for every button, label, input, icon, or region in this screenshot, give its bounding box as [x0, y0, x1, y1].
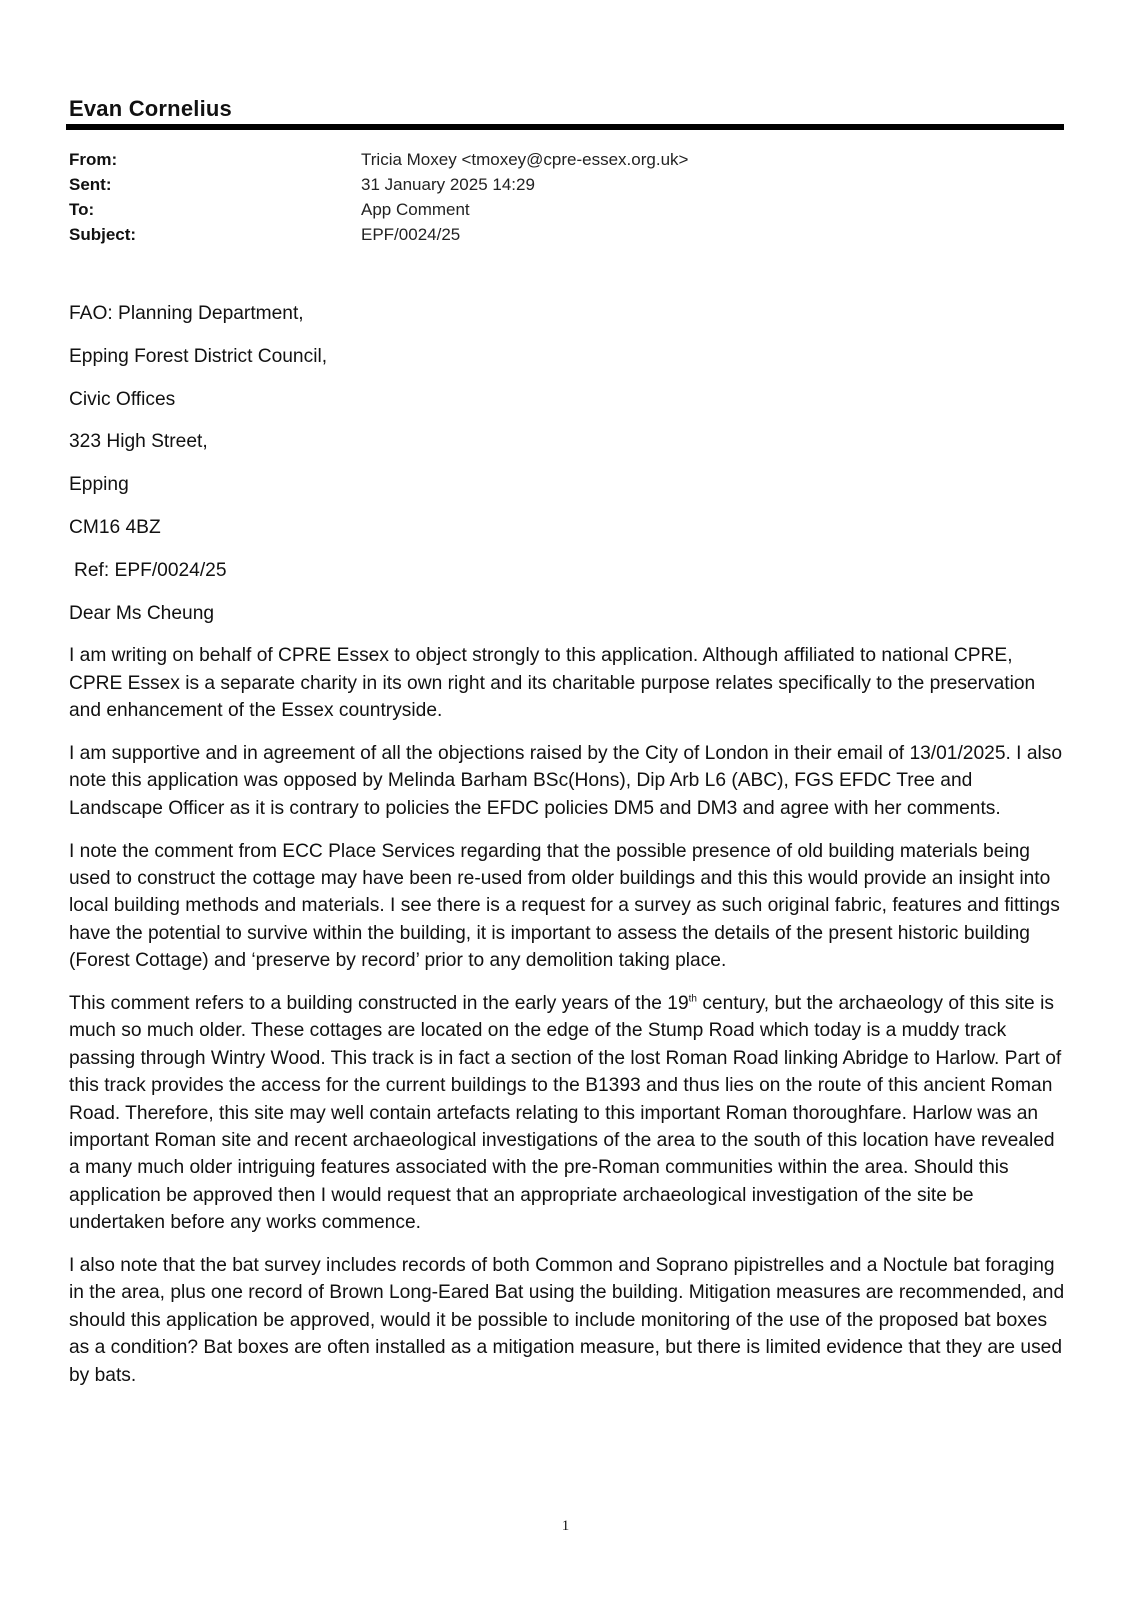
address-line-offices: Civic Offices — [69, 388, 176, 410]
paragraph-bat-survey: I also note that the bat survey includes records of both Common and Soprano pipistrelles and a Noctule bat foraging in the area, plus one record of Brown Long-Eared Bat using the building. Mitigation measures are recommended, and should this application be approved, would it be possible to include monitoring of the use of the proposed bat boxes as a condition? Bat boxes are often installed as a mitigation measure, but there is limited evidence that they are used by bats. — [69, 1255, 1065, 1386]
to-label: To: — [69, 200, 95, 219]
address-line-postcode: CM16 4BZ — [69, 516, 161, 538]
header-row-sent — [69, 175, 688, 200]
address-line-council: Epping Forest District Council, — [69, 345, 328, 367]
sender-name: Evan Cornelius — [69, 96, 232, 121]
paragraph-archaeology — [69, 990, 1069, 1237]
from-value: Tricia Moxey <tmoxey@cpre-essex.org.uk> — [361, 150, 689, 169]
ordinal-suffix: th — [688, 993, 697, 1005]
page-number: 1 — [561, 1518, 570, 1534]
archaeology-text-start: This comment refers to a building constructed in the early years of the 19 — [69, 993, 689, 1015]
header-divider — [66, 124, 1064, 130]
reference-line: Ref: EPF/0024/25 — [74, 559, 227, 581]
subject-label: Subject: — [69, 225, 137, 244]
paragraph-objection: I am writing on behalf of CPRE Essex to object strongly to this application. Although affiliated to national CPRE, CPRE Essex is a separate charity in its own right and its charitable purpose relates specifically to the preservation and enhancement of the Essex countryside. — [69, 645, 1036, 722]
address-line-street: 323 High Street, — [69, 431, 208, 453]
sent-value: 31 January 2025 14:29 — [361, 175, 535, 194]
to-value: App Comment — [361, 200, 470, 219]
from-label: From: — [69, 150, 118, 169]
address-line-fao: FAO: Planning Department, — [69, 303, 304, 324]
sent-label: Sent: — [69, 175, 112, 194]
paragraph-building-survey: I note the comment from ECC Place Services regarding that the possible presence of old building materials being used to construct the cottage may have been re-used from older buildings and this this would provide an insight into local building methods and materials. I see there is a request for a survey as such original fabric, features and fittings have the potential to survive within the building, it is important to assess the details of the present historic building (Forest Cottage) and ‘preserve by record’ prior to any demolition taking place. — [69, 840, 1060, 972]
header-row-to — [69, 200, 688, 225]
salutation: Dear Ms Cheung — [69, 602, 215, 624]
header-row-from — [69, 150, 688, 175]
email-header-table — [69, 150, 688, 250]
letter-body — [69, 300, 1069, 1404]
archaeology-text-rest: century, but the archaeology of this site is much so much older. These cottages are located on the edge of the Stump Road which today is a muddy track passing through Wintry Wood. This track is in fact a section of the lost Roman Road linking Abridge to Harlow. Part of this track provides the access for the current buildings to the B1393 and thus lies on the route of this ancient Roman Road. Therefore, this site may well contain artefacts relating to this important Roman thoroughfare. Harlow was an important Roman site and recent archaeological investigations of the area to the south of this location have revealed a many much older intriguing features associated with the pre-Roman communities within the area. Should this application be approved then I would request that an appropriate archaeological investigation of the site be undertaken before any works commence. — [69, 993, 1062, 1234]
paragraph-support: I am supportive and in agreement of all the objections raised by the City of London in their email of 13/01/2025. I also note this application was opposed by Melinda Barham BSc(Hons), Dip Arb L6 (ABC), FGS EFDC Tree and Landscape Officer as it is contrary to policies the EFDC policies DM5 and DM3 and agree with her comments. — [69, 742, 1063, 819]
header-row-subject — [69, 225, 688, 250]
address-line-town: Epping — [69, 474, 129, 496]
subject-value: EPF/0024/25 — [361, 225, 461, 244]
